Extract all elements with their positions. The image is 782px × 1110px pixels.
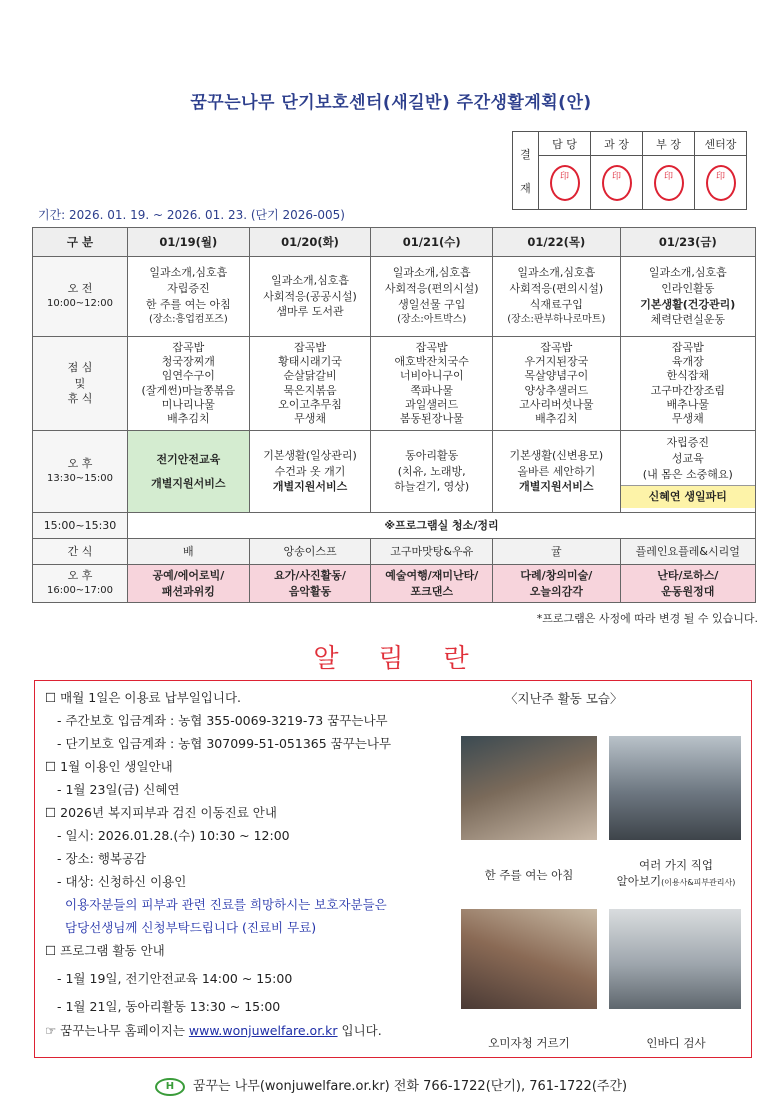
late-cell: 다례/창의미술/ 오늘의감각 xyxy=(493,565,621,603)
announcement-item: ☐ 1월 이용인 생일안내 xyxy=(45,759,173,774)
header-label: 구 분 xyxy=(33,228,128,257)
notice-title: 알림란 xyxy=(313,644,509,674)
announcement-item: - 1월 23일(금) 신혜연 xyxy=(57,782,180,797)
late-cell: 요가/사진활동/ 음악활동 xyxy=(249,565,371,603)
announcement-item: 이용자분들의 피부과 관련 진료를 희망하시는 보호자분들은 xyxy=(65,897,387,912)
row-label-late: 오 후 16:00~17:00 xyxy=(33,565,128,603)
snack-cell: 플레인요플레&시리얼 xyxy=(620,539,755,565)
day-header: 01/21(수) xyxy=(371,228,493,257)
page-title: 꿈꾸는나무 단기보호센터(새길반) 주간생활계획(안) xyxy=(190,93,592,113)
announcement-list xyxy=(45,689,465,1045)
snack-cell: 귤 xyxy=(493,539,621,565)
approval-role: 센터장 xyxy=(695,132,747,156)
seal-icon: 印 xyxy=(602,165,632,201)
lunch-cell: 잡곡밥 우거지된장국 목살양념구이 양상추샐러드 고사리버섯나물 배추김치 xyxy=(493,337,621,431)
announcement-item: - 단기보호 입금계좌 : 농협 307099-51-051365 꿈꾸는나무 xyxy=(57,736,392,751)
announcement-item: - 1월 19일, 전기안전교육 14:00 ~ 15:00 xyxy=(57,971,293,986)
row-label-snack: 간 식 xyxy=(33,539,128,565)
seal-icon: 印 xyxy=(550,165,580,201)
snack-cell: 배 xyxy=(128,539,250,565)
day-header: 01/20(화) xyxy=(249,228,371,257)
snack-cell: 고구마맛탕&우유 xyxy=(371,539,493,565)
activity-photo-3 xyxy=(461,909,597,1009)
snack-cell: 앙송이스프 xyxy=(249,539,371,565)
announcement-item: ☐ 매월 1일은 이용료 납부일입니다. xyxy=(45,690,242,705)
announcement-item: - 일시: 2026.01.28.(수) 10:30 ~ 12:00 xyxy=(57,828,290,843)
footer-text: 꿈꾸는 나무(wonjuwelfare.or.kr) 전화 766-1722(단기), 761-1722(주간) xyxy=(192,1079,628,1094)
approval-label: 결 재 xyxy=(513,132,539,210)
afternoon-cell: 전기안전교육 개별지원서비스 xyxy=(128,431,250,513)
birthday-badge: 신혜연 생일파티 xyxy=(621,485,755,508)
approval-sign xyxy=(539,156,591,210)
late-cell: 예술여행/재미난타/ 포크댄스 xyxy=(371,565,493,603)
seal-icon: 印 xyxy=(654,165,684,201)
approval-role: 과 장 xyxy=(591,132,643,156)
photo-caption: 여러 가지 직업 알아보기(이용사&피부관리사) xyxy=(616,858,736,888)
photo-caption: 한 주를 여는 아침 xyxy=(484,868,574,882)
afternoon-cell: 기본생활(신변용모) 올바른 세안하기 개별지원서비스 xyxy=(493,431,621,513)
day-header: 01/19(월) xyxy=(128,228,250,257)
approval-sign xyxy=(695,156,747,210)
homepage-link[interactable]: www.wonjuwelfare.or.kr xyxy=(188,1023,338,1038)
lunch-cell: 잡곡밥 육개장 한식잡채 고구마간장조림 배추나물 무생채 xyxy=(620,337,755,431)
morning-cell: 일과소개,심호흡 인라인활동 기본생활(건강관리) 체력단련실운동 xyxy=(620,257,755,337)
approval-role: 부 장 xyxy=(643,132,695,156)
afternoon-cell: 기본생활(일상관리) 수건과 옷 개기 개별지원서비스 xyxy=(249,431,371,513)
morning-cell: 일과소개,심호흡 사회적응(편의시설) 식재료구입 (장소:판부하나로마트) xyxy=(493,257,621,337)
row-label-afternoon: 오 후 13:30~15:00 xyxy=(33,431,128,513)
logo-icon: H xyxy=(155,1078,185,1096)
late-cell: 공예/에어로빅/ 패션과위킹 xyxy=(128,565,250,603)
announcement-item: 담당선생님께 신청부탁드립니다 (진료비 무료) xyxy=(65,920,317,935)
activity-photo-4 xyxy=(609,909,741,1009)
footer xyxy=(0,1075,782,1096)
schedule-note: *프로그램은 사정에 따라 변경 될 수 있습니다. xyxy=(536,612,758,625)
morning-cell: 일과소개,심호흡 사회적응(공공시설) 샘마루 도서관 xyxy=(249,257,371,337)
row-label-cleanup: 15:00~15:30 xyxy=(33,513,128,539)
approval-role: 담 당 xyxy=(539,132,591,156)
schedule-table xyxy=(32,227,756,603)
announcement-item: - 장소: 행복공감 xyxy=(57,851,147,866)
period: 기간: 2026. 01. 19. ~ 2026. 01. 23. (단기 2026-005) xyxy=(38,208,345,222)
seal-icon: 印 xyxy=(706,165,736,201)
approval-box xyxy=(512,131,747,210)
row-label-morning: 오 전 10:00~12:00 xyxy=(33,257,128,337)
afternoon-cell: 동아리활동 (치유, 노래방, 하늘걷기, 영상) xyxy=(371,431,493,513)
announcement-item: - 1월 21일, 동아리활동 13:30 ~ 15:00 xyxy=(57,999,281,1014)
day-header: 01/23(금) xyxy=(620,228,755,257)
gallery-title: 〈지난주 활동 모습〉 xyxy=(505,691,623,706)
notice-box xyxy=(34,680,752,1058)
announcement-item: - 대상: 신청하신 이용인 xyxy=(57,874,187,889)
announcement-item: ☐ 2026년 복지피부과 검진 이동진료 안내 xyxy=(45,805,277,820)
lunch-cell: 잡곡밥 애호박잔치국수 너비아니구이 쪽파나물 과일샐러드 봄동된장나물 xyxy=(371,337,493,431)
photo-caption: 인바디 검사 xyxy=(646,1036,706,1050)
lunch-cell: 잡곡밥 황태시래기국 순살닭갈비 묵은지볶음 오이고추무침 무생채 xyxy=(249,337,371,431)
late-cell: 난타/로하스/ 운동원정대 xyxy=(620,565,755,603)
afternoon-cell: 자립증진 성교육 (내 몸은 소중해요) 신혜연 생일파티 xyxy=(620,431,755,513)
photo-caption: 오미자청 거르기 xyxy=(488,1036,570,1050)
approval-sign xyxy=(643,156,695,210)
cleanup-cell: ※프로그램실 청소/정리 xyxy=(128,513,756,539)
morning-cell: 일과소개,심호흡 자립증진 한 주를 여는 아침 (장소:흥업컴포즈) xyxy=(128,257,250,337)
announcement-item: ☐ 프로그램 활동 안내 xyxy=(45,943,165,958)
activity-photo-2 xyxy=(609,736,741,840)
row-label-lunch: 점 심 및 휴 식 xyxy=(33,337,128,431)
activity-photo-1 xyxy=(461,736,597,840)
homepage-line: ☞ 꿈꾸는나무 홈페이지는 www.wonjuwelfare.or.kr 입니다. xyxy=(45,1023,382,1038)
lunch-cell: 잡곡밥 청국장찌개 임연수구이 (잘게썬)마늘쫑볶음 미나리나물 배추김치 xyxy=(128,337,250,431)
day-header: 01/22(목) xyxy=(493,228,621,257)
announcement-item: - 주간보호 입금계좌 : 농협 355-0069-3219-73 꿈꾸는나무 xyxy=(57,713,388,728)
approval-sign xyxy=(591,156,643,210)
morning-cell: 일과소개,심호흡 사회적응(편의시설) 생일선물 구입 (장소:아트박스) xyxy=(371,257,493,337)
